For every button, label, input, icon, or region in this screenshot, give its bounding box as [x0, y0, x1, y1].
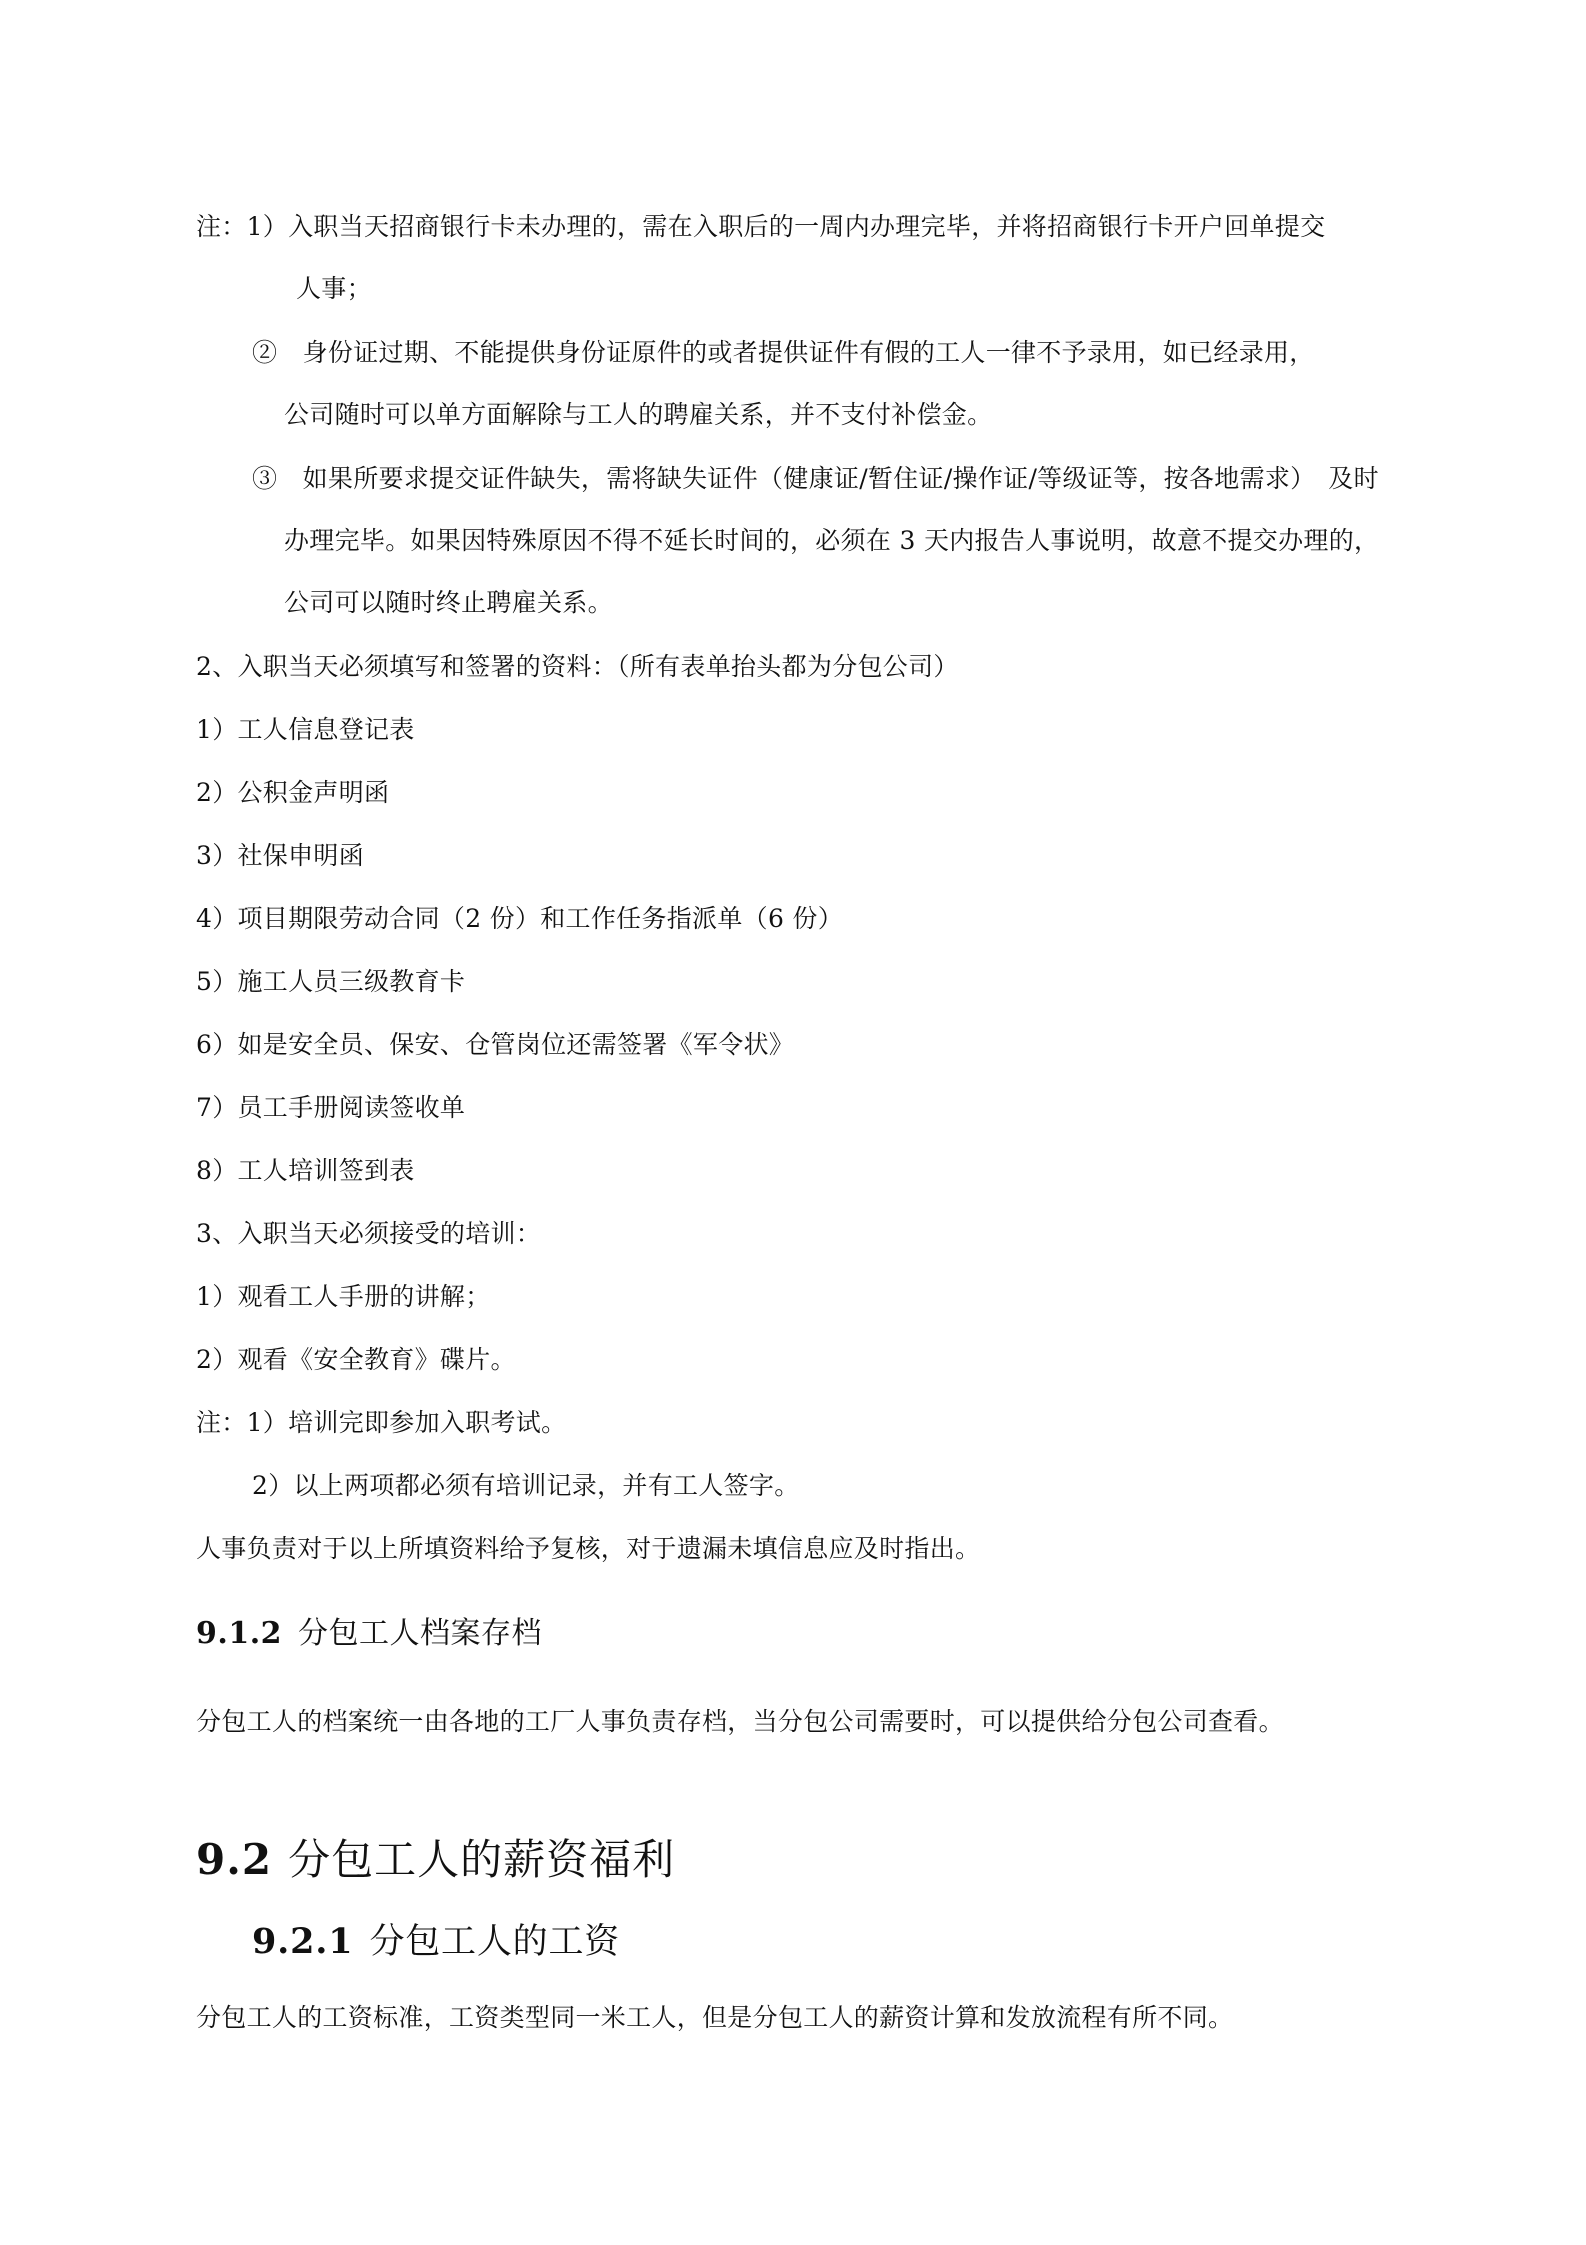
subsection-heading [196, 1614, 542, 1654]
section-number: 9.2 [196, 1835, 273, 1884]
list-item: 7）员工手册阅读签收单 [196, 1093, 466, 1122]
list-item: 6）如是安全员、保安、仓管岗位还需签署《军令状》 [196, 1030, 795, 1059]
note-line: 人事； [296, 274, 372, 303]
note-item: ③ 如果所要求提交证件缺失，需将缺失证件（健康证/暂住证/操作证/等级证等，按各地需求） 及时 [252, 464, 1379, 493]
paragraph: 分包工人的档案统一由各地的工厂人事负责存档，当分包公司需要时，可以提供给分包公司查看。 [196, 1707, 1284, 1736]
list-item: 5）施工人员三级教育卡 [196, 967, 466, 996]
note-line: 注：1）入职当天招商银行卡未办理的，需在入职后的一周内办理完毕，并将招商银行卡开户回单提交 [196, 212, 1326, 241]
list-item: 1）工人信息登记表 [196, 715, 415, 744]
section-number: 9.1.2 [196, 1616, 283, 1651]
note-item-continuation: 办理完毕。如果因特殊原因不得不延长时间的，必须在 3 天内报告人事说明，故意不提交办理的， [284, 526, 1380, 555]
note-line: 注：1）培训完即参加入职考试。 [196, 1408, 567, 1437]
note-line: 2）以上两项都必须有培训记录，并有工人签字。 [252, 1471, 800, 1500]
section-title: 分包工人的工资 [369, 1922, 621, 1962]
list-item: 1）观看工人手册的讲解； [196, 1282, 491, 1311]
section-title: 分包工人档案存档 [298, 1616, 543, 1651]
note-item-continuation: 公司随时可以单方面解除与工人的聘雇关系，并不支付补偿金。 [284, 400, 993, 429]
section-heading: 2、入职当天必须填写和签署的资料：（所有表单抬头都为分包公司） [196, 652, 959, 681]
section-heading: 3、入职当天必须接受的培训： [196, 1219, 542, 1248]
list-item: 2）观看《安全教育》碟片。 [196, 1345, 516, 1374]
paragraph: 人事负责对于以上所填资料给予复核，对于遗漏未填信息应及时指出。 [196, 1534, 981, 1563]
note-item-continuation: 公司可以随时终止聘雇关系。 [284, 588, 613, 617]
section-number: 9.2.1 [252, 1921, 354, 1962]
subsection-heading [252, 1919, 620, 1965]
section-heading [196, 1832, 675, 1888]
list-item: 8）工人培训签到表 [196, 1156, 415, 1185]
list-item: 3）社保申明函 [196, 841, 365, 870]
note-item: ② 身份证过期、不能提供身份证原件的或者提供证件有假的工人一律不予录用，如已经录用， [252, 338, 1315, 367]
list-item: 2）公积金声明函 [196, 778, 390, 807]
paragraph: 分包工人的工资标准，工资类型同一米工人，但是分包工人的薪资计算和发放流程有所不同。 [196, 2003, 1234, 2032]
section-title: 分包工人的薪资福利 [288, 1835, 676, 1884]
list-item: 4）项目期限劳动合同（2 份）和工作任务指派单（6 份） [196, 904, 844, 933]
